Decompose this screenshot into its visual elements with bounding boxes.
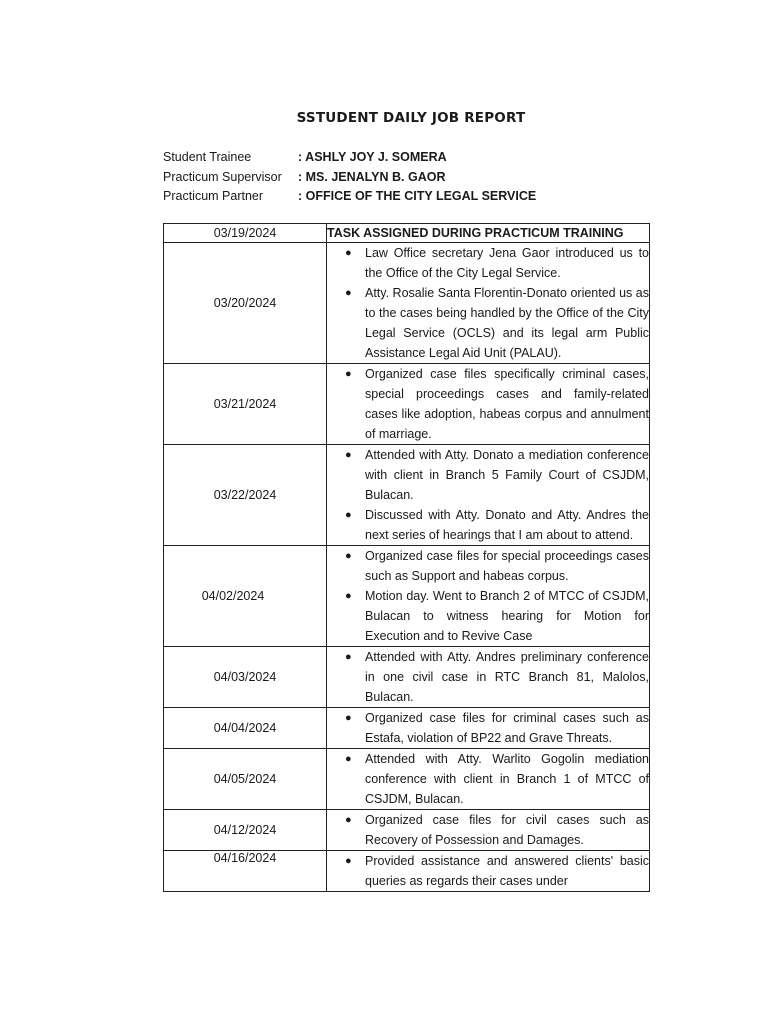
info-row-partner xyxy=(163,187,536,207)
row-date: 03/21/2024 xyxy=(164,364,327,445)
task-item xyxy=(327,810,649,850)
bullet-icon: ● xyxy=(345,449,352,461)
task-item xyxy=(327,647,649,707)
row-tasks xyxy=(327,445,650,546)
task-text: Provided assistance and answered clients' basic queries as regards their cases under xyxy=(365,854,649,888)
bullet-icon: ● xyxy=(345,712,352,724)
info-value: : OFFICE OF THE CITY LEGAL SERVICE xyxy=(298,189,537,203)
row-tasks xyxy=(327,243,650,364)
row-date: 04/02/2024 xyxy=(164,546,327,647)
row-tasks xyxy=(327,647,650,708)
header-date: 03/19/2024 xyxy=(164,224,327,243)
row-tasks xyxy=(327,749,650,810)
task-item xyxy=(327,749,649,809)
bullet-icon: ● xyxy=(345,590,352,602)
task-list xyxy=(327,708,649,748)
task-item xyxy=(327,708,649,748)
bullet-icon: ● xyxy=(345,550,352,562)
task-text: Discussed with Atty. Donato and Atty. Andres the next series of hearings that I am about to attend. xyxy=(365,508,649,542)
task-item xyxy=(327,243,649,283)
table-row xyxy=(164,445,650,546)
task-text: Organized case files for civil cases such as Recovery of Possession and Damages. xyxy=(365,813,649,847)
task-list xyxy=(327,546,649,646)
task-item xyxy=(327,445,649,505)
task-text: Atty. Rosalie Santa Florentin-Donato oriented us as to the cases being handled by the Office of the City Legal Service (OCLS) and its legal arm Public Assistance Legal Aid Unit (PALAU). xyxy=(365,286,649,360)
row-date: 04/05/2024 xyxy=(164,749,327,810)
row-tasks xyxy=(327,546,650,647)
report-title: SSTUDENT DAILY JOB REPORT xyxy=(296,110,526,126)
info-value: : MS. JENALYN B. GAOR xyxy=(298,169,446,184)
table-row xyxy=(164,708,650,749)
trainee-info xyxy=(163,148,536,207)
info-row-supervisor xyxy=(163,168,536,188)
task-list xyxy=(327,851,649,891)
task-item xyxy=(327,586,649,646)
table-row xyxy=(164,546,650,647)
bullet-icon: ● xyxy=(345,855,352,867)
task-text: Attended with Atty. Donato a mediation conference with client in Branch 5 Family Court of CSJDM, Bulacan. xyxy=(365,448,649,502)
row-date: 03/22/2024 xyxy=(164,445,327,546)
task-item xyxy=(327,283,649,363)
bullet-icon: ● xyxy=(345,651,352,663)
task-list xyxy=(327,364,649,444)
row-tasks xyxy=(327,364,650,445)
task-list xyxy=(327,243,649,363)
task-text: Organized case files for special proceedings cases such as Support and habeas corpus. xyxy=(365,549,649,583)
info-label: Practicum Partner xyxy=(163,189,264,203)
task-text: Attended with Atty. Warlito Gogolin mediation conference with client in Branch 1 of MTCC of CSJDM, Bulacan. xyxy=(365,752,649,806)
bullet-icon: ● xyxy=(345,753,352,765)
task-text: Motion day. Went to Branch 2 of MTCC of CSJDM, Bulacan to witness hearing for Motion for Execution and to Revive Case xyxy=(365,589,649,643)
row-tasks xyxy=(327,851,650,892)
task-item xyxy=(327,851,649,891)
bullet-icon: ● xyxy=(345,247,352,259)
task-list xyxy=(327,647,649,707)
table-row xyxy=(164,749,650,810)
task-list xyxy=(327,749,649,809)
table-row xyxy=(164,647,650,708)
table-row xyxy=(164,851,650,892)
table-row xyxy=(164,243,650,364)
bullet-icon: ● xyxy=(345,368,352,380)
job-report-table xyxy=(163,223,650,892)
bullet-icon: ● xyxy=(345,509,352,521)
row-date: 04/16/2024 xyxy=(164,851,327,892)
task-item xyxy=(327,505,649,545)
row-date: 04/03/2024 xyxy=(164,647,327,708)
task-list xyxy=(327,810,649,850)
task-text: Attended with Atty. Andres preliminary conference in one civil case in RTC Branch 81, Malolos, Bulacan. xyxy=(365,650,649,704)
task-text: Organized case files specifically criminal cases, special proceedings cases and family-related cases like adoption, habeas corpus and annulment of marriage. xyxy=(365,367,649,441)
task-text: Organized case files for criminal cases such as Estafa, violation of BP22 and Grave Threats. xyxy=(365,711,649,745)
task-text: Law Office secretary Jena Gaor introduced us to the Office of the City Legal Service. xyxy=(365,246,649,280)
bullet-icon: ● xyxy=(345,814,352,826)
row-date: 04/04/2024 xyxy=(164,708,327,749)
row-date: 04/12/2024 xyxy=(164,810,327,851)
header-task: TASK ASSIGNED DURING PRACTICUM TRAINING xyxy=(327,224,650,243)
row-tasks xyxy=(327,708,650,749)
task-item xyxy=(327,364,649,444)
bullet-icon: ● xyxy=(345,287,352,299)
table-row xyxy=(164,810,650,851)
row-tasks xyxy=(327,810,650,851)
task-item xyxy=(327,546,649,586)
table-body xyxy=(164,243,650,892)
info-label: Practicum Supervisor xyxy=(163,169,282,184)
table-row xyxy=(164,364,650,445)
row-date: 03/20/2024 xyxy=(164,243,327,364)
info-label: Student Trainee xyxy=(163,150,252,164)
table-header-row xyxy=(164,224,650,243)
info-value: : ASHLY JOY J. SOMERA xyxy=(298,150,447,164)
task-list xyxy=(327,445,649,545)
info-row-trainee xyxy=(163,148,536,168)
